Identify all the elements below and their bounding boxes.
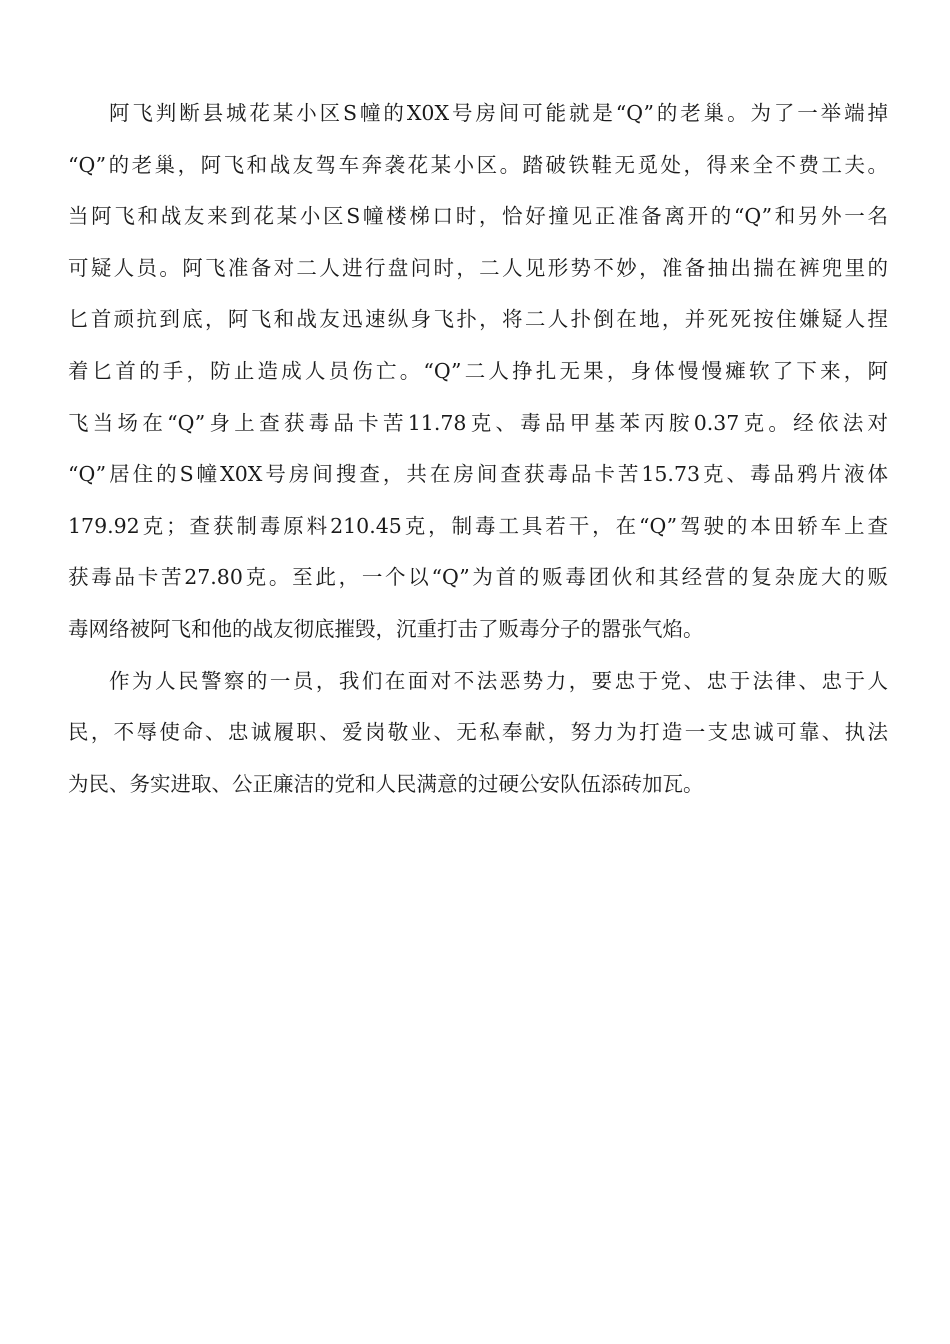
paragraph-line: 作为人民警察的一员，我们在面对不法恶势力，要忠于党、忠于法律、忠于人 <box>109 668 888 693</box>
paragraph-line: 为民、务实进取、公正廉洁的党和人民满意的过硬公安队伍添砖加瓦。 <box>68 771 704 796</box>
paragraph-line: 着匕首的手，防止造成人员伤亡。“Q”二人挣扎无果，身体慢慢瘫软了下来，阿 <box>68 358 888 383</box>
paragraph-1 <box>68 88 888 656</box>
paragraph-line: 179.92克；查获制毒原料210.45克，制毒工具若干，在“Q”驾驶的本田轿车上查 <box>68 513 888 538</box>
paragraph-line: 飞当场在“Q”身上查获毒品卡苦11.78克、毒品甲基苯丙胺0.37克。经依法对 <box>68 410 888 435</box>
paragraph-line: 阿飞判断县城花某小区S幢的X0X号房间可能就是“Q”的老巢。为了一举端掉 <box>109 101 888 125</box>
paragraph-line: 民，不辱使命、忠诚履职、爱岗敬业、无私奉献，努力为打造一支忠诚可靠、执法 <box>68 720 888 745</box>
paragraph-line: “Q”居住的S幢X0X号房间搜查，共在房间查获毒品卡苦15.73克、毒品鸦片液体 <box>68 462 888 487</box>
paragraph-line: “Q”的老巢，阿飞和战友驾车奔袭花某小区。踏破铁鞋无觅处，得来全不费工夫。 <box>68 152 888 177</box>
paragraph-2 <box>68 656 888 811</box>
paragraph-line: 可疑人员。阿飞准备对二人进行盘问时，二人见形势不妙，准备抽出揣在裤兜里的 <box>68 255 888 280</box>
paragraph-line: 匕首顽抗到底，阿飞和战友迅速纵身飞扑，将二人扑倒在地，并死死按住嫌疑人捏 <box>68 307 888 332</box>
paragraph-line: 获毒品卡苦27.80克。至此，一个以“Q”为首的贩毒团伙和其经营的复杂庞大的贩 <box>68 565 888 590</box>
paragraph-line: 毒网络被阿飞和他的战友彻底摧毁，沉重打击了贩毒分子的嚣张气焰。 <box>68 616 704 641</box>
document-body <box>68 88 888 810</box>
paragraph-line: 当阿飞和战友来到花某小区S幢楼梯口时，恰好撞见正准备离开的“Q”和另外一名 <box>68 204 888 229</box>
